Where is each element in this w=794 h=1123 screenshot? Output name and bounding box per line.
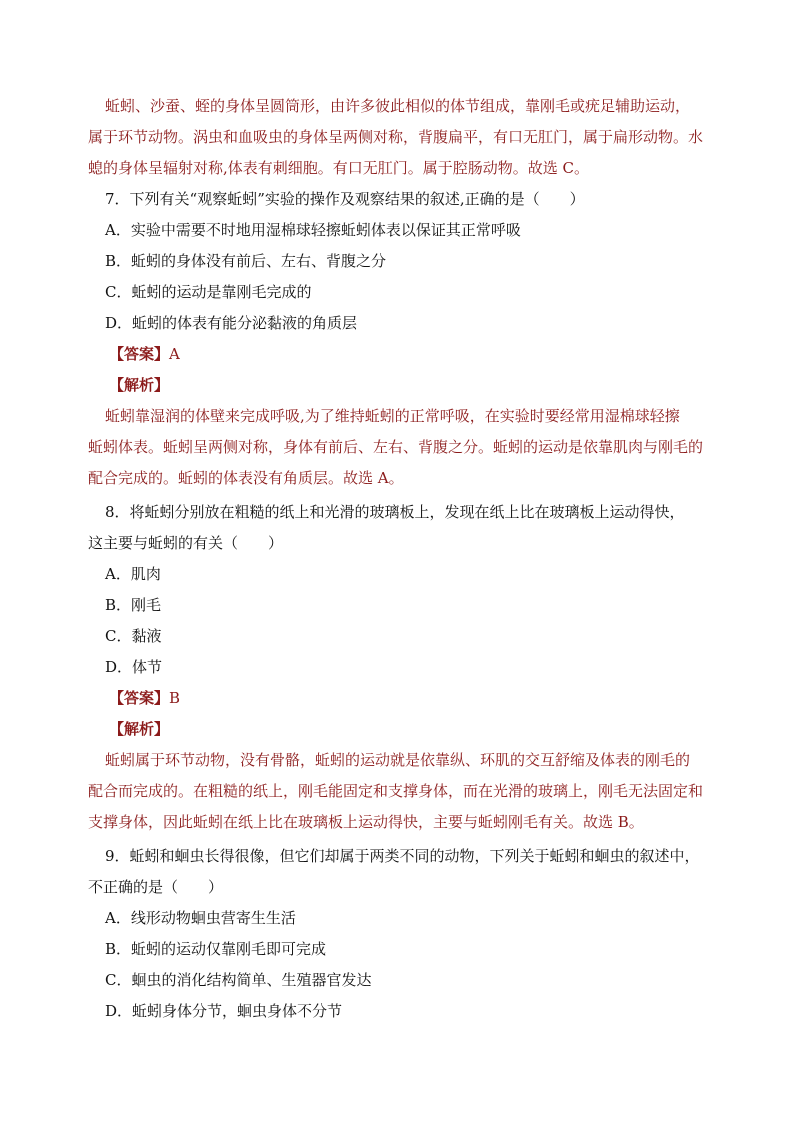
answer-label: 【答案】	[109, 689, 170, 707]
question-7-analysis-line: 蚯蚓靠湿润的体壁来完成呼吸,为了维持蚯蚓的正常呼吸，在实验时要经常用湿棉球轻擦	[105, 407, 680, 425]
question-8-option-d: D．体节	[105, 658, 163, 676]
question-7-analysis-line: 配合完成的。蚯蚓的体表没有角质层。故选 A。	[88, 469, 404, 487]
question-7-stem: 7．下列有关“观察蚯蚓”实验的操作及观察结果的叙述,正确的是（ ）	[105, 190, 585, 208]
question-8-analysis-line: 支撑身体，因此蚯蚓在纸上比在玻璃板上运动得快，主要与蚯蚓刚毛有关。故选 B。	[88, 813, 644, 831]
question-7-option-b: B．蚯蚓的身体没有前后、左右、背腹之分	[105, 252, 387, 270]
question-7-option-a: A．实验中需要不时地用湿棉球轻擦蚯蚓体表以保证其正常呼吸	[105, 221, 521, 239]
question-9-option-b: B．蚯蚓的运动仅靠刚毛即可完成	[105, 940, 327, 958]
question-9-option-a: A．线形动物蛔虫营寄生生活	[105, 909, 296, 927]
question-8-analysis-line: 配合而完成的。在粗糙的纸上，刚毛能固定和支撑身体，而在光滑的玻璃上，刚毛无法固定和	[88, 782, 704, 800]
question-8-stem: 这主要与蚯蚓的有关（ ）	[88, 534, 284, 552]
question-9-option-c: C．蛔虫的消化结构简单、生殖器官发达	[105, 971, 372, 989]
question-7-option-c: C．蚯蚓的运动是靠刚毛完成的	[105, 283, 312, 301]
explanation-line: 蚯蚓、沙蚕、蛭的身体呈圆筒形，由许多彼此相似的体节组成，靠刚毛或疣足辅助运动，	[105, 97, 691, 115]
question-9-stem: 不正确的是（ ）	[88, 878, 224, 896]
question-7-analysis-line: 蚯蚓体表。蚯蚓呈两侧对称，身体有前后、左右、背腹之分。蚯蚓的运动是依靠肌肉与刚毛的	[88, 438, 704, 456]
question-8-option-b: B．刚毛	[105, 596, 162, 614]
question-8-option-c: C．黏液	[105, 627, 162, 645]
question-7-analysis-label: 【解析】	[109, 376, 170, 394]
answer-value: A	[169, 345, 180, 363]
explanation-line: 属于环节动物。涡虫和血吸虫的身体呈两侧对称，背腹扁平，有口无肛门，属于扁形动物。水	[88, 128, 704, 146]
question-9-stem: 9．蚯蚓和蛔虫长得很像，但它们却属于两类不同的动物，下列关于蚯蚓和蛔虫的叙述中，	[105, 847, 700, 865]
answer-label: 【答案】	[109, 345, 170, 363]
question-7-option-d: D．蚯蚓的体表有能分泌黏液的角质层	[105, 314, 358, 332]
question-8-analysis-label: 【解析】	[109, 720, 170, 738]
explanation-line: 螅的身体呈辐射对称,体表有刺细胞。有口无肛门。属于腔肠动物。故选 C。	[88, 159, 590, 177]
answer-value: B	[169, 689, 181, 707]
question-7-answer	[109, 344, 180, 364]
question-8-option-a: A．肌肉	[105, 565, 161, 583]
question-8-answer	[109, 688, 180, 708]
question-8-stem: 8．将蚯蚓分别放在粗糙的纸上和光滑的玻璃板上，发现在纸上比在玻璃板上运动得快，	[105, 503, 685, 521]
question-9-option-d: D．蚯蚓身体分节，蛔虫身体不分节	[105, 1002, 343, 1020]
question-8-analysis-line: 蚯蚓属于环节动物，没有骨骼，蚯蚓的运动就是依靠纵、环肌的交互舒缩及体表的刚毛的	[105, 751, 691, 769]
